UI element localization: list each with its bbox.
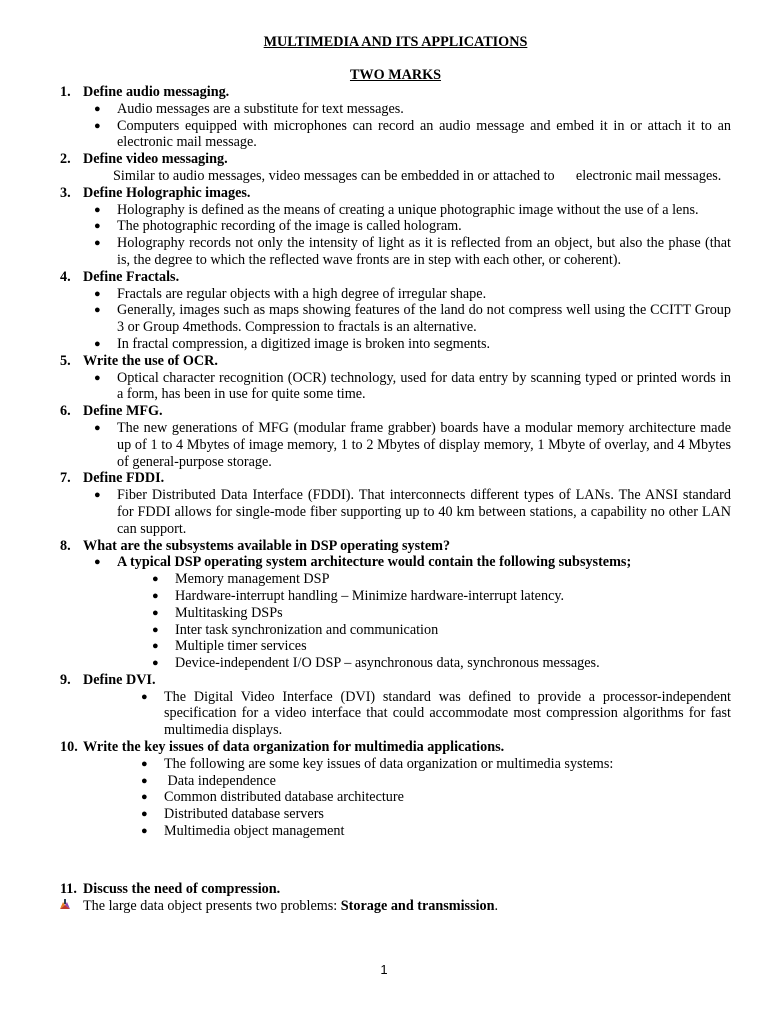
sub-list bbox=[60, 571, 731, 672]
question-text: What are the subsystems available in DSP operating system? bbox=[83, 537, 451, 554]
document-page bbox=[60, 34, 731, 916]
list-item: ● In fractal compression, a digitized image is broken into segments. bbox=[94, 335, 491, 352]
answer-list bbox=[60, 370, 731, 404]
bullet-icon: ● bbox=[94, 237, 101, 250]
question-text: Write the use of OCR. bbox=[83, 352, 218, 369]
bullet-icon: ● bbox=[94, 421, 101, 434]
bullet-icon: ● bbox=[152, 606, 159, 619]
question-6 bbox=[60, 403, 731, 420]
list-item: ● Device-independent I/O DSP – asynchronous data, synchronous messages. bbox=[152, 655, 600, 672]
list-item: ● A typical DSP operating system architecture would contain the following subsystems; bbox=[94, 554, 632, 571]
question-number: 6. bbox=[60, 403, 71, 420]
question-number: 7. bbox=[60, 470, 71, 487]
question-text: Define video messaging. bbox=[83, 151, 228, 168]
answer-list bbox=[60, 202, 731, 269]
bullet-icon: ● bbox=[152, 623, 159, 636]
question-text: Define DVI. bbox=[83, 671, 156, 688]
list-item: ● Audio messages are a substitute for text messages. bbox=[94, 100, 404, 117]
section-heading: TWO MARKS bbox=[349, 67, 442, 83]
list-item: ● The new generations of MFG (modular frame grabber) boards have a modular memory architecture made up of 1 to 4 Mbytes of image memory, 1 to 2 Mbytes of display memory, 1 Mbyte of overlay, and 4 Mbytes of general-purpose storage. bbox=[94, 419, 731, 470]
question-text: Write the key issues of data organization for multimedia applications. bbox=[83, 739, 505, 756]
answer-list bbox=[60, 689, 731, 739]
list-item: ● Distributed database servers bbox=[141, 806, 324, 823]
bullet-icon: ● bbox=[152, 573, 159, 586]
list-item: ● Holography records not only the intensity of light as it is reflected from an object, but also the phase (that is, the degree to which the reflected wave fronts are in step with each other, or coherent). bbox=[94, 235, 731, 268]
question-text: Define Holographic images. bbox=[83, 184, 251, 201]
answer-list bbox=[60, 420, 731, 470]
bullet-icon: ● bbox=[94, 220, 101, 233]
bullet-icon: ● bbox=[94, 102, 101, 115]
answer-paragraph: Similar to audio messages, video messages can be embedded in or attached to electronic mail messages. bbox=[113, 167, 722, 184]
bullet-icon: ● bbox=[141, 690, 148, 703]
question-text: Define Fractals. bbox=[83, 268, 180, 285]
question-11 bbox=[60, 881, 731, 898]
question-number: 11. bbox=[60, 880, 77, 897]
list-item: ● Generally, images such as maps showing features of the land do not compress well using the CCITT Group 3 or Group 4methods. Compression to fractals is an alternative. bbox=[94, 302, 731, 336]
arrow-bullet-icon bbox=[58, 898, 83, 917]
list-item: ● Fractals are regular objects with a high degree of irregular shape. bbox=[94, 285, 487, 302]
list-item: ● Multimedia object management bbox=[141, 823, 345, 840]
list-item: ● Computers equipped with microphones can record an audio message and embed it in or attach it to an electronic mail message. bbox=[94, 117, 731, 151]
question-text: Define audio messaging. bbox=[83, 84, 230, 100]
question-1 bbox=[60, 84, 731, 101]
answer-list bbox=[60, 286, 731, 353]
bullet-icon: ● bbox=[152, 640, 159, 653]
question-number: 5. bbox=[60, 352, 71, 369]
bullet-icon: ● bbox=[141, 774, 148, 787]
question-number: 1. bbox=[60, 84, 71, 100]
document-title: MULTIMEDIA AND ITS APPLICATIONS bbox=[263, 34, 528, 50]
question-number: 10. bbox=[60, 739, 78, 756]
question-2 bbox=[60, 151, 731, 168]
answer-text: The large data object presents two problems: Storage and transmission. bbox=[83, 897, 499, 914]
bullet-icon: ● bbox=[94, 119, 101, 132]
bullet-icon: ● bbox=[94, 337, 101, 350]
list-item: ● Memory management DSP bbox=[152, 571, 330, 588]
list-item: ● Holography is defined as the means of creating a unique photographic image without the use of a lens. bbox=[94, 201, 699, 218]
question-4 bbox=[60, 269, 731, 286]
question-8 bbox=[60, 538, 731, 555]
bullet-icon: ● bbox=[94, 287, 101, 300]
list-item: ● The following are some key issues of data organization or multimedia systems: bbox=[141, 755, 614, 772]
answer-list bbox=[60, 487, 731, 537]
question-number: 4. bbox=[60, 268, 71, 285]
bullet-icon: ● bbox=[141, 757, 148, 770]
bullet-icon: ● bbox=[141, 791, 148, 804]
bullet-icon: ● bbox=[141, 808, 148, 821]
question-text: Discuss the need of compression. bbox=[83, 880, 281, 897]
list-item: ● Multiple timer services bbox=[152, 638, 307, 655]
bullet-icon: ● bbox=[141, 825, 148, 838]
bullet-icon: ● bbox=[94, 556, 101, 569]
bullet-icon: ● bbox=[94, 304, 101, 317]
list-item: ● Inter task synchronization and communication bbox=[152, 621, 439, 638]
question-number: 9. bbox=[60, 671, 71, 688]
list-item: ● Fiber Distributed Data Interface (FDDI). That interconnects different types of LANs. The ANSI standard for FDDI allows for single-mode fiber supporting up to 40 km between stations, a capability no other LAN can support. bbox=[94, 487, 731, 537]
answer-list bbox=[60, 101, 731, 151]
answer-list bbox=[60, 756, 731, 840]
list-item: ● Data independence bbox=[141, 772, 276, 789]
list-item: ● Optical character recognition (OCR) technology, used for data entry by scanning typed or printed words in a form, has been in use for quite some time. bbox=[94, 369, 731, 403]
question-10 bbox=[60, 739, 731, 756]
bullet-icon: ● bbox=[152, 589, 159, 602]
answer-line bbox=[58, 898, 731, 917]
bullet-icon: ● bbox=[152, 657, 159, 670]
list-item: ● Multitasking DSPs bbox=[152, 604, 283, 621]
question-number: 2. bbox=[60, 151, 71, 168]
question-number: 3. bbox=[60, 184, 71, 201]
bullet-icon: ● bbox=[94, 371, 101, 384]
list-item: ● Hardware-interrupt handling – Minimize hardware-interrupt latency. bbox=[152, 587, 565, 604]
question-7 bbox=[60, 470, 731, 487]
page-number: 1 bbox=[380, 962, 388, 977]
question-text: Define MFG. bbox=[83, 403, 163, 420]
question-9 bbox=[60, 672, 731, 689]
list-item: ● Common distributed database architecture bbox=[141, 789, 404, 806]
bullet-icon: ● bbox=[94, 489, 101, 502]
list-item: ● The Digital Video Interface (DVI) standard was defined to provide a processor-independent specification for a video interface that could accommodate most compression algorithms for fast multimedia displays. bbox=[141, 688, 731, 739]
answer-list bbox=[60, 554, 731, 571]
question-3 bbox=[60, 185, 731, 202]
list-item: ● The photographic recording of the image is called hologram. bbox=[94, 218, 462, 235]
bullet-icon: ● bbox=[94, 203, 101, 216]
question-number: 8. bbox=[60, 537, 71, 554]
question-5 bbox=[60, 353, 731, 370]
question-text: Define FDDI. bbox=[83, 470, 165, 487]
